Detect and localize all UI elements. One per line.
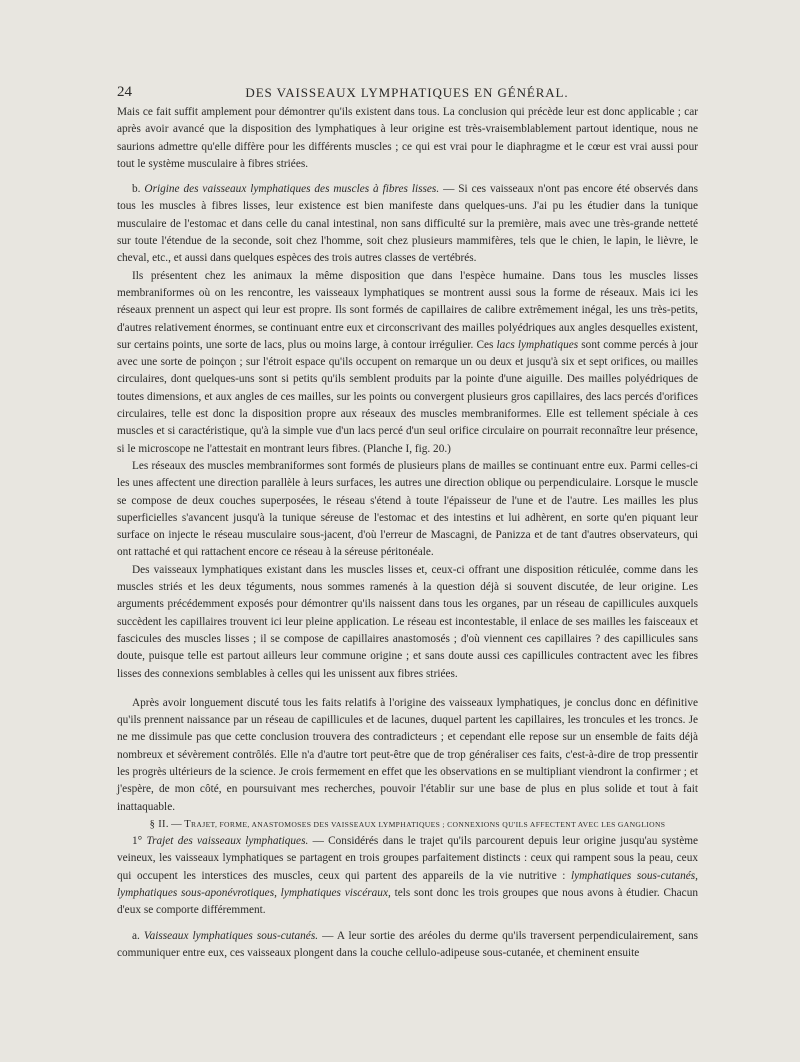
paragraph-title: Origine des vaisseaux lymphatiques des muscles à fibres lisses.	[144, 183, 440, 196]
section-heading	[117, 816, 698, 833]
page-header	[117, 84, 697, 106]
italic-term: lacs lymphatiques	[496, 338, 579, 351]
paragraph-body: sont comme percés à jour avec une sorte de poinçon ; sur l'étroit espace qu'ils occupent on remarque un ou deux et jusqu'à six et sept orifices, ou mailles circulaires, dont quelques-uns sont si petits qu'ils semblent produits par la pointe d'une aiguille. Des mailles polyédriques de toutes dimensions, et aux angles de ces mailles, sur les points ou convergent plusieurs gros capillaires, des lacs percés d'orifices circulaires, telle est donc la disposition propre aux réseaux des muscles membraniformes. Elle est tellement spéciale à ces muscles et si caractéristique, qu'à la simple vue d'un lacs percé d'un seul orifice circulaire on pourrait reconnaître leur présence, si le microscope ne l'attestait en montrant leurs fibres. (Planche I, fig. 20.)	[117, 338, 699, 455]
paragraph-7	[117, 833, 698, 919]
section-title: RAJET, FORME, ANASTOMOSES DES VAISSEAUX LYMPHATIQUES ; CONNEXIONS QU'ILS AFFECTENT AVEC LES GANGLIONS	[191, 819, 666, 829]
paragraph-label: a.	[132, 929, 140, 942]
paragraph-5: Des vaisseaux lymphatiques existant dans les muscles lisses et, ceux-ci offrant une disposition réticulée, comme dans les muscles striés et les deux téguments, nous sommes ramenés à la question déjà si souvent discutée, de leur origine. Les arguments précédemment exposés pour démontrer qu'ils naissent dans tous les organes, par un réseau de capillicules auxquels succèdent les capillaires trouvent ici leur pleine application. Le réseau est incontestable, il enlace de ses mailles les faisceaux et fascicules des muscles lisses ; il se compose de capillaires anastomosés ; d'où viennent ces capillaires ? des capillicules sans doute, puisque telle est partout ailleurs leur commune origine ; et sans doute aussi ces capillicules contractent avec les fibres lisses des connexions semblables à celles qui les unissent aux fibres striées.	[117, 563, 698, 680]
paragraph-2	[117, 181, 698, 267]
section-dash: —	[171, 818, 182, 830]
paragraph-body: — A leur sortie des aréoles du derme qu'ils traversent perpendiculairement, sans communiquer entre eux, ces vaisseaux plongent dans la couche cellulo-adipeuse sous-cutanée, et cheminent ensuite	[117, 929, 698, 959]
paragraph-body: Ils présentent chez les animaux la même disposition que dans l'espèce humaine. Dans tous les muscles lisses membraniformes où on les rencontre, les vaisseaux lymphatiques se montrent aussi sous la forme de réseaux. Mais ici les réseaux prennent un aspect qui leur est propre. Ils sont formés de capillaires de calibre extrêmement inégal, les uns très-petits, d'autres relativement énormes, se continuant entre eux et circonscrivant des mailles polyédriques aux angles desquelles existent, sur certains points, une sorte de lacs, plus ou moins large, à contour irrégulier. Ces	[117, 269, 698, 351]
paragraph-8	[117, 928, 698, 963]
paragraph-body: tels sont donc les trois groupes que nous avons à étudier. Chacun d'eux se comporte différemment.	[117, 887, 698, 917]
paragraph-3	[117, 268, 698, 458]
paragraph-1: Mais ce fait suffit amplement pour démontrer qu'ils existent dans tous. La conclusion qui précède leur est donc applicable ; car après avoir avancé que la disposition des lymphatiques à leur origine est très-vraisemblablement partout identique, nous ne saurions admettre qu'elle diffère pour les différents muscles ; ce qui est vrai pour le diaphragme et le cœur est vrai aussi pour tout le système musculaire à fibres striées.	[117, 106, 698, 170]
paragraph-body: — Si ces vaisseaux n'ont pas encore été observés dans tous les muscles à fibres lisses, leur existence est bien manifeste dans quelques-uns. J'ai pu les étudier dans la tunique musculaire de l'estomac et dans celle du canal intestinal, non sans difficulté sur la première, mais avec une très-grande netteté sur toute l'étendue de la seconde, soit chez l'homme, soit chez plusieurs mammifères, tels que le chien, le lapin, le lièvre, le cheval, etc., et aussi dans quelques espèces des trois autres classes de vertébrés.	[117, 183, 699, 265]
italic-term: lymphatiques sous-cutanés, lymphatiques sous-aponévrotiques, lymphatiques viscéraux,	[117, 869, 698, 900]
paragraph-label: b.	[132, 183, 141, 196]
paragraph-title: Vaisseaux lymphatiques sous-cutanés.	[143, 929, 319, 942]
paragraph-4: Les réseaux des muscles membraniformes sont formés de plusieurs plans de mailles se continuant entre eux. Parmi celles-ci les unes affectent une direction parallèle à leurs surfaces, les autres une direction oblique ou perpendiculaire. Lorsque le muscle se compose de deux couches superposées, le réseau s'étend à toute l'épaisseur de l'une et de l'autre. Les mailles les plus superficielles s'avancent jusqu'à la tunique séreuse de l'estomac et des intestins et lui adhèrent, en sorte qu'en piquant leur surface on injecte le réseau musculaire sous-jacent, d'où l'erreur de Mascagni, de Panizza et de tant d'autres observateurs, qui ont rattaché et qui rattachent encore ce réseau à la séreuse péritonéale.	[117, 459, 698, 559]
paragraph-body: — Considérés dans le trajet qu'ils parcourent depuis leur origine jusqu'au système veineux, les vaisseaux lymphatiques se partagent en trois groupes parfaitement distincts : ceux qui rampent sous la peau, ceux qui occupent les interstices des muscles, ceux qui partent des appareils de la vie nutritive :	[117, 835, 699, 882]
running-head: DES VAISSEAUX LYMPHATIQUES EN GÉNÉRAL.	[245, 85, 569, 100]
section-title-initial: T	[184, 818, 192, 830]
paragraph-label: 1°	[132, 835, 143, 848]
paragraph-6: Après avoir longuement discuté tous les faits relatifs à l'origine des vaisseaux lymphatiques, je conclus donc en définitive qu'ils prennent naissance par un réseau de capillicules et de lacunes, duquel partent les capillaires, les troncules et les troncs. Je ne me dissimule pas que cette conclusion trouvera des contradicteurs ; et cependant elle repose sur un ensemble de faits déjà nombreux et sévèrement contrôlés. Elle n'a d'autre tort peut-être que de trop généraliser ces faits, c'est-à-dire de trop pressentir les progrès ultérieurs de la science. Je crois fermement en effet que les observations en se multipliant viendront la confirmer ; et j'espère, de mon côté, en poursuivant mes recherches, pouvoir l'établir sur une base de plus en plus solide et tout à fait inattaquable.	[117, 696, 698, 813]
section-number: § II.	[149, 818, 169, 830]
paragraph-title: Trajet des vaisseaux lymphatiques.	[146, 835, 309, 848]
page-number: 24	[117, 84, 132, 100]
body-text	[117, 104, 698, 962]
